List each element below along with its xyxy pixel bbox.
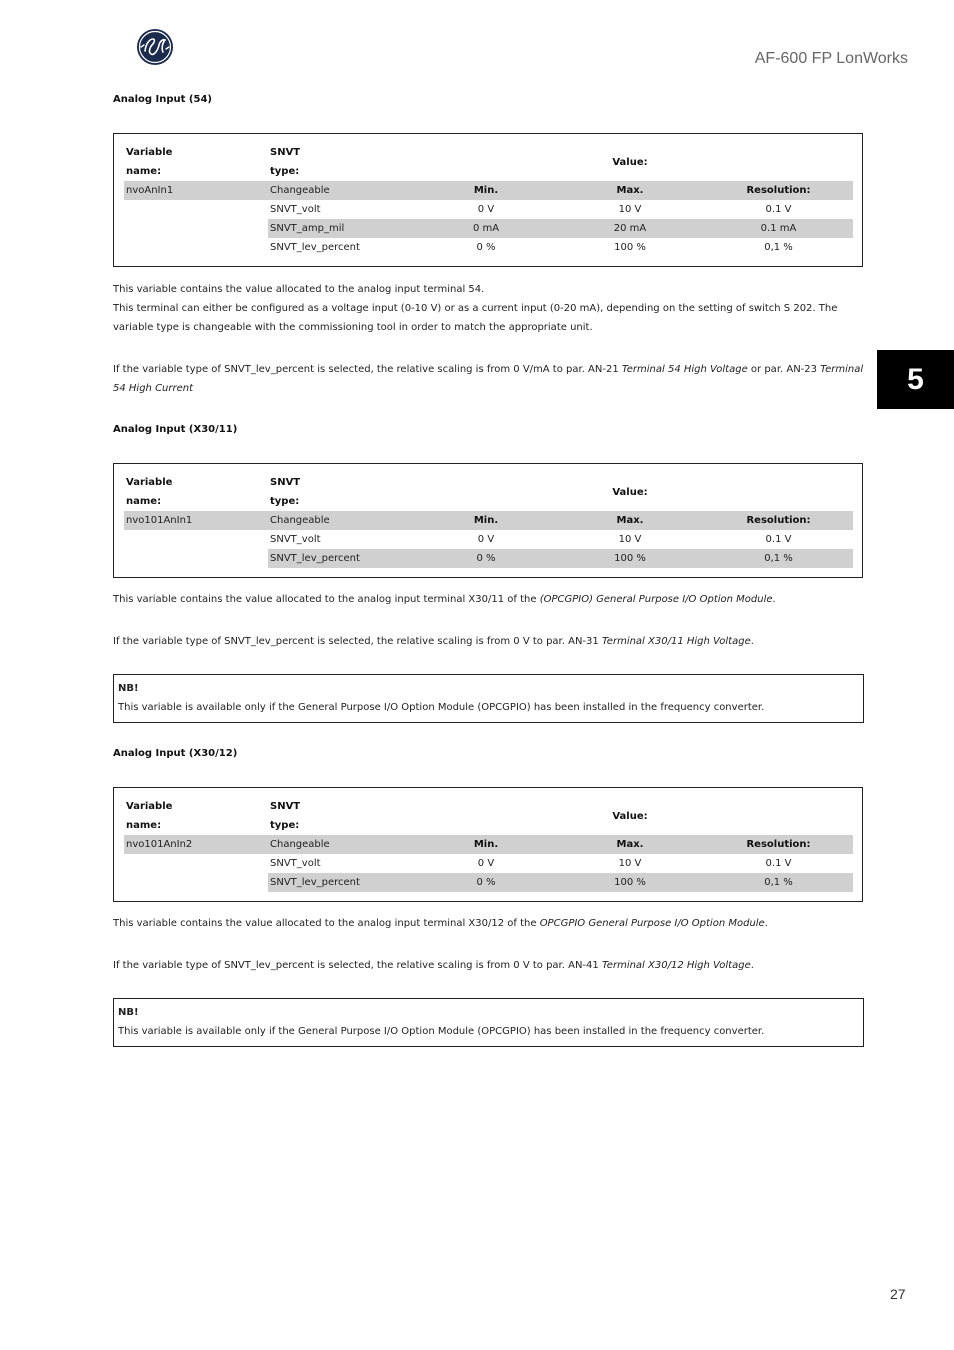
paragraph: This terminal can either be configured as a voltage input (0-10 V) or as a current input (0-20 mA), depending on the setting of switch S 202. The variable type is changeable with the commissioning tool in order to match the appropriate unit.	[113, 303, 838, 333]
column-header: Resolution:	[704, 511, 853, 530]
min-cell: 0 V	[477, 858, 495, 869]
document-title: AF-600 FP LonWorks	[754, 50, 908, 67]
column-header: type:	[270, 496, 300, 507]
table-row	[124, 219, 853, 238]
type-cell: Changeable	[268, 511, 416, 530]
min-cell: 0 V	[477, 204, 495, 215]
note-label: NB!	[118, 683, 139, 694]
paragraph: This variable contains the value allocated to the analog input terminal X30/11 of the (OPCGPIO) General Purpose I/O Option Module.	[113, 594, 776, 605]
variable-table	[113, 133, 863, 267]
max-cell: 100 %	[614, 242, 646, 253]
column-header: Variable	[126, 801, 173, 812]
paragraph: This variable contains the value allocated to the analog input terminal 54.	[113, 284, 485, 295]
max-cell: 10 V	[618, 858, 642, 869]
min-cell: 0 %	[476, 242, 496, 253]
max-cell: 100 %	[556, 549, 704, 568]
resolution-cell: 0,1 %	[764, 242, 793, 253]
table-row	[124, 873, 853, 892]
type-cell: Changeable	[268, 835, 416, 854]
max-cell: 10 V	[618, 204, 642, 215]
resolution-cell: 0.1 mA	[704, 219, 853, 238]
column-header: Resolution:	[704, 835, 853, 854]
type-cell: SNVT_lev_percent	[268, 873, 416, 892]
resolution-cell: 0.1 V	[765, 858, 792, 869]
min-cell: 0 %	[416, 549, 556, 568]
column-header: name:	[126, 496, 162, 507]
min-cell: 0 V	[477, 534, 495, 545]
type-cell: SNVT_lev_percent	[268, 549, 416, 568]
section-heading: Analog Input (X30/12)	[113, 748, 238, 759]
column-header: Max.	[556, 835, 704, 854]
table-row	[124, 530, 853, 549]
column-header: Variable	[126, 477, 173, 488]
type-cell: Changeable	[268, 181, 416, 200]
table-row	[124, 511, 853, 530]
paragraph: If the variable type of SNVT_lev_percent is selected, the relative scaling is from 0 V/mA to par. AN-21 Terminal 54 High Voltage or par. AN-23 Terminal 54 High Current	[113, 364, 864, 394]
section-heading: Analog Input (54)	[113, 94, 212, 105]
table-row	[124, 181, 853, 200]
table-row	[124, 238, 853, 257]
column-header: SNVT	[270, 801, 301, 812]
resolution-cell: 0.1 V	[765, 534, 792, 545]
variable-table	[113, 787, 863, 902]
column-header: Value:	[612, 486, 648, 498]
column-header: Max.	[556, 181, 704, 200]
type-cell: SNVT_lev_percent	[270, 242, 360, 253]
column-header: Value:	[612, 810, 648, 822]
min-cell: 0 %	[416, 873, 556, 892]
type-cell: SNVT_volt	[270, 204, 321, 215]
note-text: This variable is available only if the General Purpose I/O Option Module (OPCGPIO) has been installed in the frequency converter.	[118, 1026, 765, 1037]
type-cell: SNVT_amp_mil	[268, 219, 416, 238]
type-cell: SNVT_volt	[270, 858, 321, 869]
table-row	[124, 835, 853, 854]
note-label: NB!	[118, 1007, 139, 1018]
max-cell: 20 mA	[556, 219, 704, 238]
column-header: Max.	[556, 511, 704, 530]
max-cell: 10 V	[618, 534, 642, 545]
column-header: name:	[126, 166, 162, 177]
paragraph: If the variable type of SNVT_lev_percent is selected, the relative scaling is from 0 V to par. AN-41 Terminal X30/12 High Voltage.	[113, 960, 754, 971]
ge-logo-icon	[136, 28, 174, 66]
section-heading: Analog Input (X30/11)	[113, 424, 238, 435]
column-header: SNVT	[270, 477, 301, 488]
resolution-cell: 0,1 %	[704, 873, 853, 892]
table-row	[124, 200, 853, 219]
note-box	[113, 674, 864, 723]
chapter-tab: 5	[877, 350, 954, 409]
variable-name: nvoAnIn1	[124, 181, 268, 200]
column-header: Min.	[416, 181, 556, 200]
note-text: This variable is available only if the General Purpose I/O Option Module (OPCGPIO) has been installed in the frequency converter.	[118, 702, 765, 713]
variable-name: nvo101AnIn2	[124, 835, 268, 854]
column-header: type:	[270, 166, 300, 177]
table-row	[124, 854, 853, 873]
max-cell: 100 %	[556, 873, 704, 892]
variable-name: nvo101AnIn1	[124, 511, 268, 530]
table-row	[124, 549, 853, 568]
min-cell: 0 mA	[416, 219, 556, 238]
column-header: Min.	[416, 835, 556, 854]
column-header: SNVT	[270, 147, 301, 158]
column-header: Resolution:	[704, 181, 853, 200]
paragraph: This variable contains the value allocated to the analog input terminal X30/12 of the OPCGPIO General Purpose I/O Option Module.	[113, 918, 768, 929]
resolution-cell: 0,1 %	[704, 549, 853, 568]
note-box	[113, 998, 864, 1047]
paragraph: If the variable type of SNVT_lev_percent is selected, the relative scaling is from 0 V to par. AN-31 Terminal X30/11 High Voltage.	[113, 636, 754, 647]
column-header: Min.	[416, 511, 556, 530]
column-header: Variable	[126, 147, 173, 158]
page-number: 27	[890, 1286, 906, 1302]
resolution-cell: 0.1 V	[765, 204, 792, 215]
column-header: name:	[126, 820, 162, 831]
column-header: type:	[270, 820, 300, 831]
variable-table	[113, 463, 863, 578]
column-header: Value:	[612, 156, 648, 168]
type-cell: SNVT_volt	[270, 534, 321, 545]
